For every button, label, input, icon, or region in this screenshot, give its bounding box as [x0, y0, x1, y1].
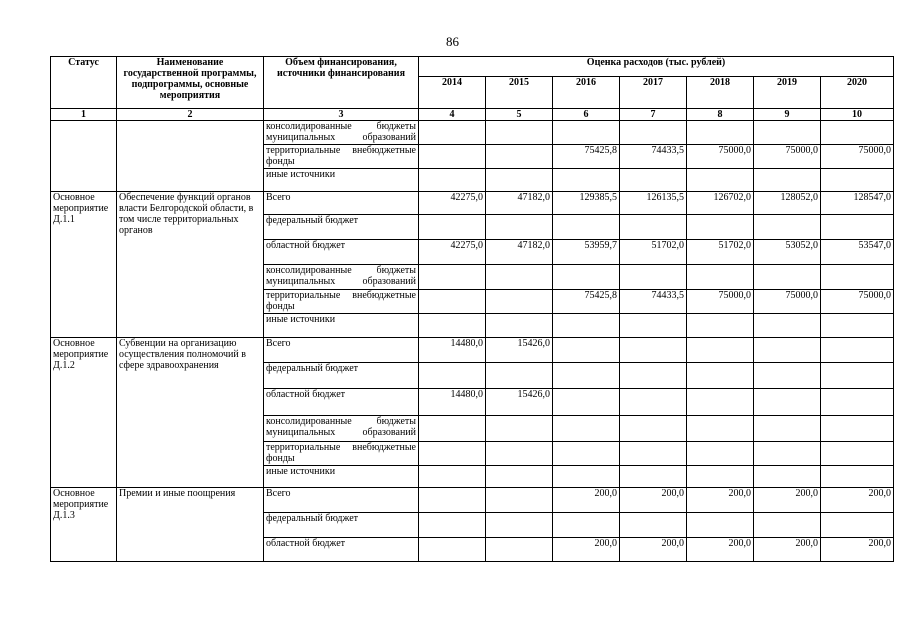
value-cell — [620, 338, 687, 363]
value-cell — [419, 442, 486, 466]
value-cell — [486, 538, 553, 562]
measure-name-cell — [117, 121, 264, 192]
value-cell — [419, 363, 486, 389]
column-number: 2 — [117, 109, 264, 121]
value-cell — [754, 442, 821, 466]
value-cell — [553, 513, 620, 538]
column-number: 10 — [821, 109, 894, 121]
funding-source-cell: областной бюджет — [264, 538, 419, 562]
value-cell: 75425,8 — [553, 145, 620, 169]
value-cell — [553, 416, 620, 442]
funding-source-cell: областной бюджет — [264, 240, 419, 265]
value-cell — [486, 121, 553, 145]
value-cell — [754, 389, 821, 416]
header-estimate: Оценка расходов (тыс. рублей) — [419, 57, 894, 77]
page-number: 86 — [446, 34, 459, 49]
value-cell — [821, 169, 894, 192]
column-number: 3 — [264, 109, 419, 121]
value-cell: 75000,0 — [821, 290, 894, 314]
funding-source-cell: консолидированные бюджеты муниципальных образований — [264, 121, 419, 145]
value-cell — [553, 121, 620, 145]
value-cell — [553, 265, 620, 290]
value-cell — [754, 314, 821, 338]
value-cell — [821, 215, 894, 240]
value-cell — [419, 513, 486, 538]
measure-name-cell: Премии и иные поощрения — [117, 488, 264, 562]
header-funding: Объем финансирования, источники финансирования — [264, 57, 419, 109]
value-cell — [754, 169, 821, 192]
value-cell — [553, 169, 620, 192]
value-cell — [687, 314, 754, 338]
value-cell: 200,0 — [821, 538, 894, 562]
value-cell — [754, 121, 821, 145]
table-header — [51, 57, 894, 121]
value-cell — [553, 338, 620, 363]
value-cell — [553, 389, 620, 416]
value-cell — [821, 338, 894, 363]
value-cell — [620, 513, 687, 538]
value-cell — [687, 265, 754, 290]
value-cell — [620, 442, 687, 466]
value-cell: 75000,0 — [687, 145, 754, 169]
column-number: 4 — [419, 109, 486, 121]
value-cell — [486, 513, 553, 538]
value-cell — [821, 442, 894, 466]
header-year: 2019 — [754, 77, 821, 109]
funding-source-cell: Всего — [264, 488, 419, 513]
value-cell — [620, 416, 687, 442]
value-cell — [419, 538, 486, 562]
table-row — [51, 338, 894, 363]
value-cell — [754, 265, 821, 290]
value-cell: 74433,5 — [620, 145, 687, 169]
column-number: 5 — [486, 109, 553, 121]
header-year: 2016 — [553, 77, 620, 109]
table-body — [51, 121, 894, 562]
value-cell — [553, 466, 620, 488]
value-cell: 126135,5 — [620, 192, 687, 215]
funding-source-cell: иные источники — [264, 169, 419, 192]
value-cell: 126702,0 — [687, 192, 754, 215]
funding-source-cell: федеральный бюджет — [264, 215, 419, 240]
value-cell — [687, 416, 754, 442]
column-number: 6 — [553, 109, 620, 121]
value-cell — [687, 389, 754, 416]
value-cell — [620, 363, 687, 389]
value-cell: 200,0 — [687, 538, 754, 562]
funding-source-cell: федеральный бюджет — [264, 513, 419, 538]
value-cell — [687, 169, 754, 192]
value-cell — [821, 416, 894, 442]
value-cell — [620, 314, 687, 338]
funding-source-cell: иные источники — [264, 314, 419, 338]
value-cell — [821, 314, 894, 338]
value-cell — [754, 513, 821, 538]
measure-name-cell: Обеспечение функций органов власти Белгородской области, в том числе территориальных органов — [117, 192, 264, 338]
column-number: 1 — [51, 109, 117, 121]
value-cell: 51702,0 — [687, 240, 754, 265]
value-cell: 53547,0 — [821, 240, 894, 265]
value-cell — [419, 265, 486, 290]
funding-source-cell: консолидированные бюджеты муниципальных образований — [264, 416, 419, 442]
funding-source-cell: федеральный бюджет — [264, 363, 419, 389]
value-cell — [486, 215, 553, 240]
header-year: 2020 — [821, 77, 894, 109]
value-cell: 200,0 — [620, 538, 687, 562]
value-cell — [687, 513, 754, 538]
column-number: 9 — [754, 109, 821, 121]
header-year: 2018 — [687, 77, 754, 109]
budget-table — [50, 56, 894, 562]
value-cell — [821, 265, 894, 290]
value-cell — [620, 389, 687, 416]
value-cell: 51702,0 — [620, 240, 687, 265]
value-cell — [486, 314, 553, 338]
value-cell: 200,0 — [821, 488, 894, 513]
value-cell: 42275,0 — [419, 240, 486, 265]
header-status: Статус — [51, 57, 117, 109]
value-cell: 200,0 — [754, 488, 821, 513]
value-cell — [620, 169, 687, 192]
value-cell — [754, 215, 821, 240]
value-cell — [687, 442, 754, 466]
value-cell — [486, 265, 553, 290]
value-cell — [754, 466, 821, 488]
funding-source-cell: территориальные внебюджетные фонды — [264, 290, 419, 314]
value-cell: 75000,0 — [821, 145, 894, 169]
value-cell: 53959,7 — [553, 240, 620, 265]
value-cell — [486, 488, 553, 513]
value-cell — [486, 145, 553, 169]
value-cell — [419, 466, 486, 488]
value-cell: 14480,0 — [419, 389, 486, 416]
value-cell — [754, 416, 821, 442]
value-cell — [419, 145, 486, 169]
header-year: 2015 — [486, 77, 553, 109]
status-cell: Основное мероприятие Д.1.3 — [51, 488, 117, 562]
value-cell — [553, 363, 620, 389]
value-cell — [486, 169, 553, 192]
value-cell — [821, 363, 894, 389]
value-cell — [419, 169, 486, 192]
value-cell — [486, 442, 553, 466]
value-cell: 75425,8 — [553, 290, 620, 314]
measure-name-cell: Субвенции на организацию осуществления полномочий в сфере здравоохранения — [117, 338, 264, 488]
value-cell: 53052,0 — [754, 240, 821, 265]
value-cell: 200,0 — [553, 488, 620, 513]
value-cell — [553, 314, 620, 338]
value-cell — [754, 363, 821, 389]
value-cell — [486, 363, 553, 389]
header-name: Наименование государственной программы, подпрограммы, основные мероприятия — [117, 57, 264, 109]
column-number-row — [51, 109, 894, 121]
value-cell — [620, 466, 687, 488]
funding-source-cell: областной бюджет — [264, 389, 419, 416]
status-cell: Основное мероприятие Д.1.1 — [51, 192, 117, 338]
value-cell — [821, 389, 894, 416]
header-year: 2014 — [419, 77, 486, 109]
value-cell: 200,0 — [553, 538, 620, 562]
value-cell — [620, 121, 687, 145]
column-number: 8 — [687, 109, 754, 121]
value-cell — [620, 265, 687, 290]
value-cell — [419, 215, 486, 240]
value-cell: 15426,0 — [486, 389, 553, 416]
value-cell — [486, 416, 553, 442]
funding-source-cell: территориальные внебюджетные фонды — [264, 442, 419, 466]
value-cell — [419, 416, 486, 442]
value-cell: 75000,0 — [754, 290, 821, 314]
value-cell: 200,0 — [687, 488, 754, 513]
value-cell — [821, 513, 894, 538]
value-cell — [486, 466, 553, 488]
value-cell: 47182,0 — [486, 240, 553, 265]
value-cell — [687, 363, 754, 389]
value-cell: 128052,0 — [754, 192, 821, 215]
funding-source-cell: Всего — [264, 338, 419, 363]
value-cell: 128547,0 — [821, 192, 894, 215]
column-number: 7 — [620, 109, 687, 121]
funding-source-cell: консолидированные бюджеты муниципальных образований — [264, 265, 419, 290]
value-cell: 200,0 — [620, 488, 687, 513]
value-cell: 75000,0 — [687, 290, 754, 314]
value-cell — [687, 215, 754, 240]
value-cell — [553, 215, 620, 240]
status-cell — [51, 121, 117, 192]
value-cell — [486, 290, 553, 314]
table-row — [51, 121, 894, 145]
value-cell: 47182,0 — [486, 192, 553, 215]
value-cell — [419, 314, 486, 338]
status-cell: Основное мероприятие Д.1.2 — [51, 338, 117, 488]
funding-source-cell: иные источники — [264, 466, 419, 488]
value-cell: 75000,0 — [754, 145, 821, 169]
value-cell: 200,0 — [754, 538, 821, 562]
header-year: 2017 — [620, 77, 687, 109]
value-cell — [419, 488, 486, 513]
value-cell — [821, 466, 894, 488]
value-cell — [553, 442, 620, 466]
value-cell — [821, 121, 894, 145]
value-cell — [687, 121, 754, 145]
table-row — [51, 192, 894, 215]
value-cell — [687, 466, 754, 488]
value-cell — [620, 215, 687, 240]
value-cell: 14480,0 — [419, 338, 486, 363]
table-row — [51, 488, 894, 513]
value-cell: 15426,0 — [486, 338, 553, 363]
funding-source-cell: территориальные внебюджетные фонды — [264, 145, 419, 169]
value-cell — [687, 338, 754, 363]
value-cell: 129385,5 — [553, 192, 620, 215]
value-cell: 42275,0 — [419, 192, 486, 215]
value-cell — [754, 338, 821, 363]
funding-source-cell: Всего — [264, 192, 419, 215]
value-cell — [419, 121, 486, 145]
value-cell — [419, 290, 486, 314]
value-cell: 74433,5 — [620, 290, 687, 314]
